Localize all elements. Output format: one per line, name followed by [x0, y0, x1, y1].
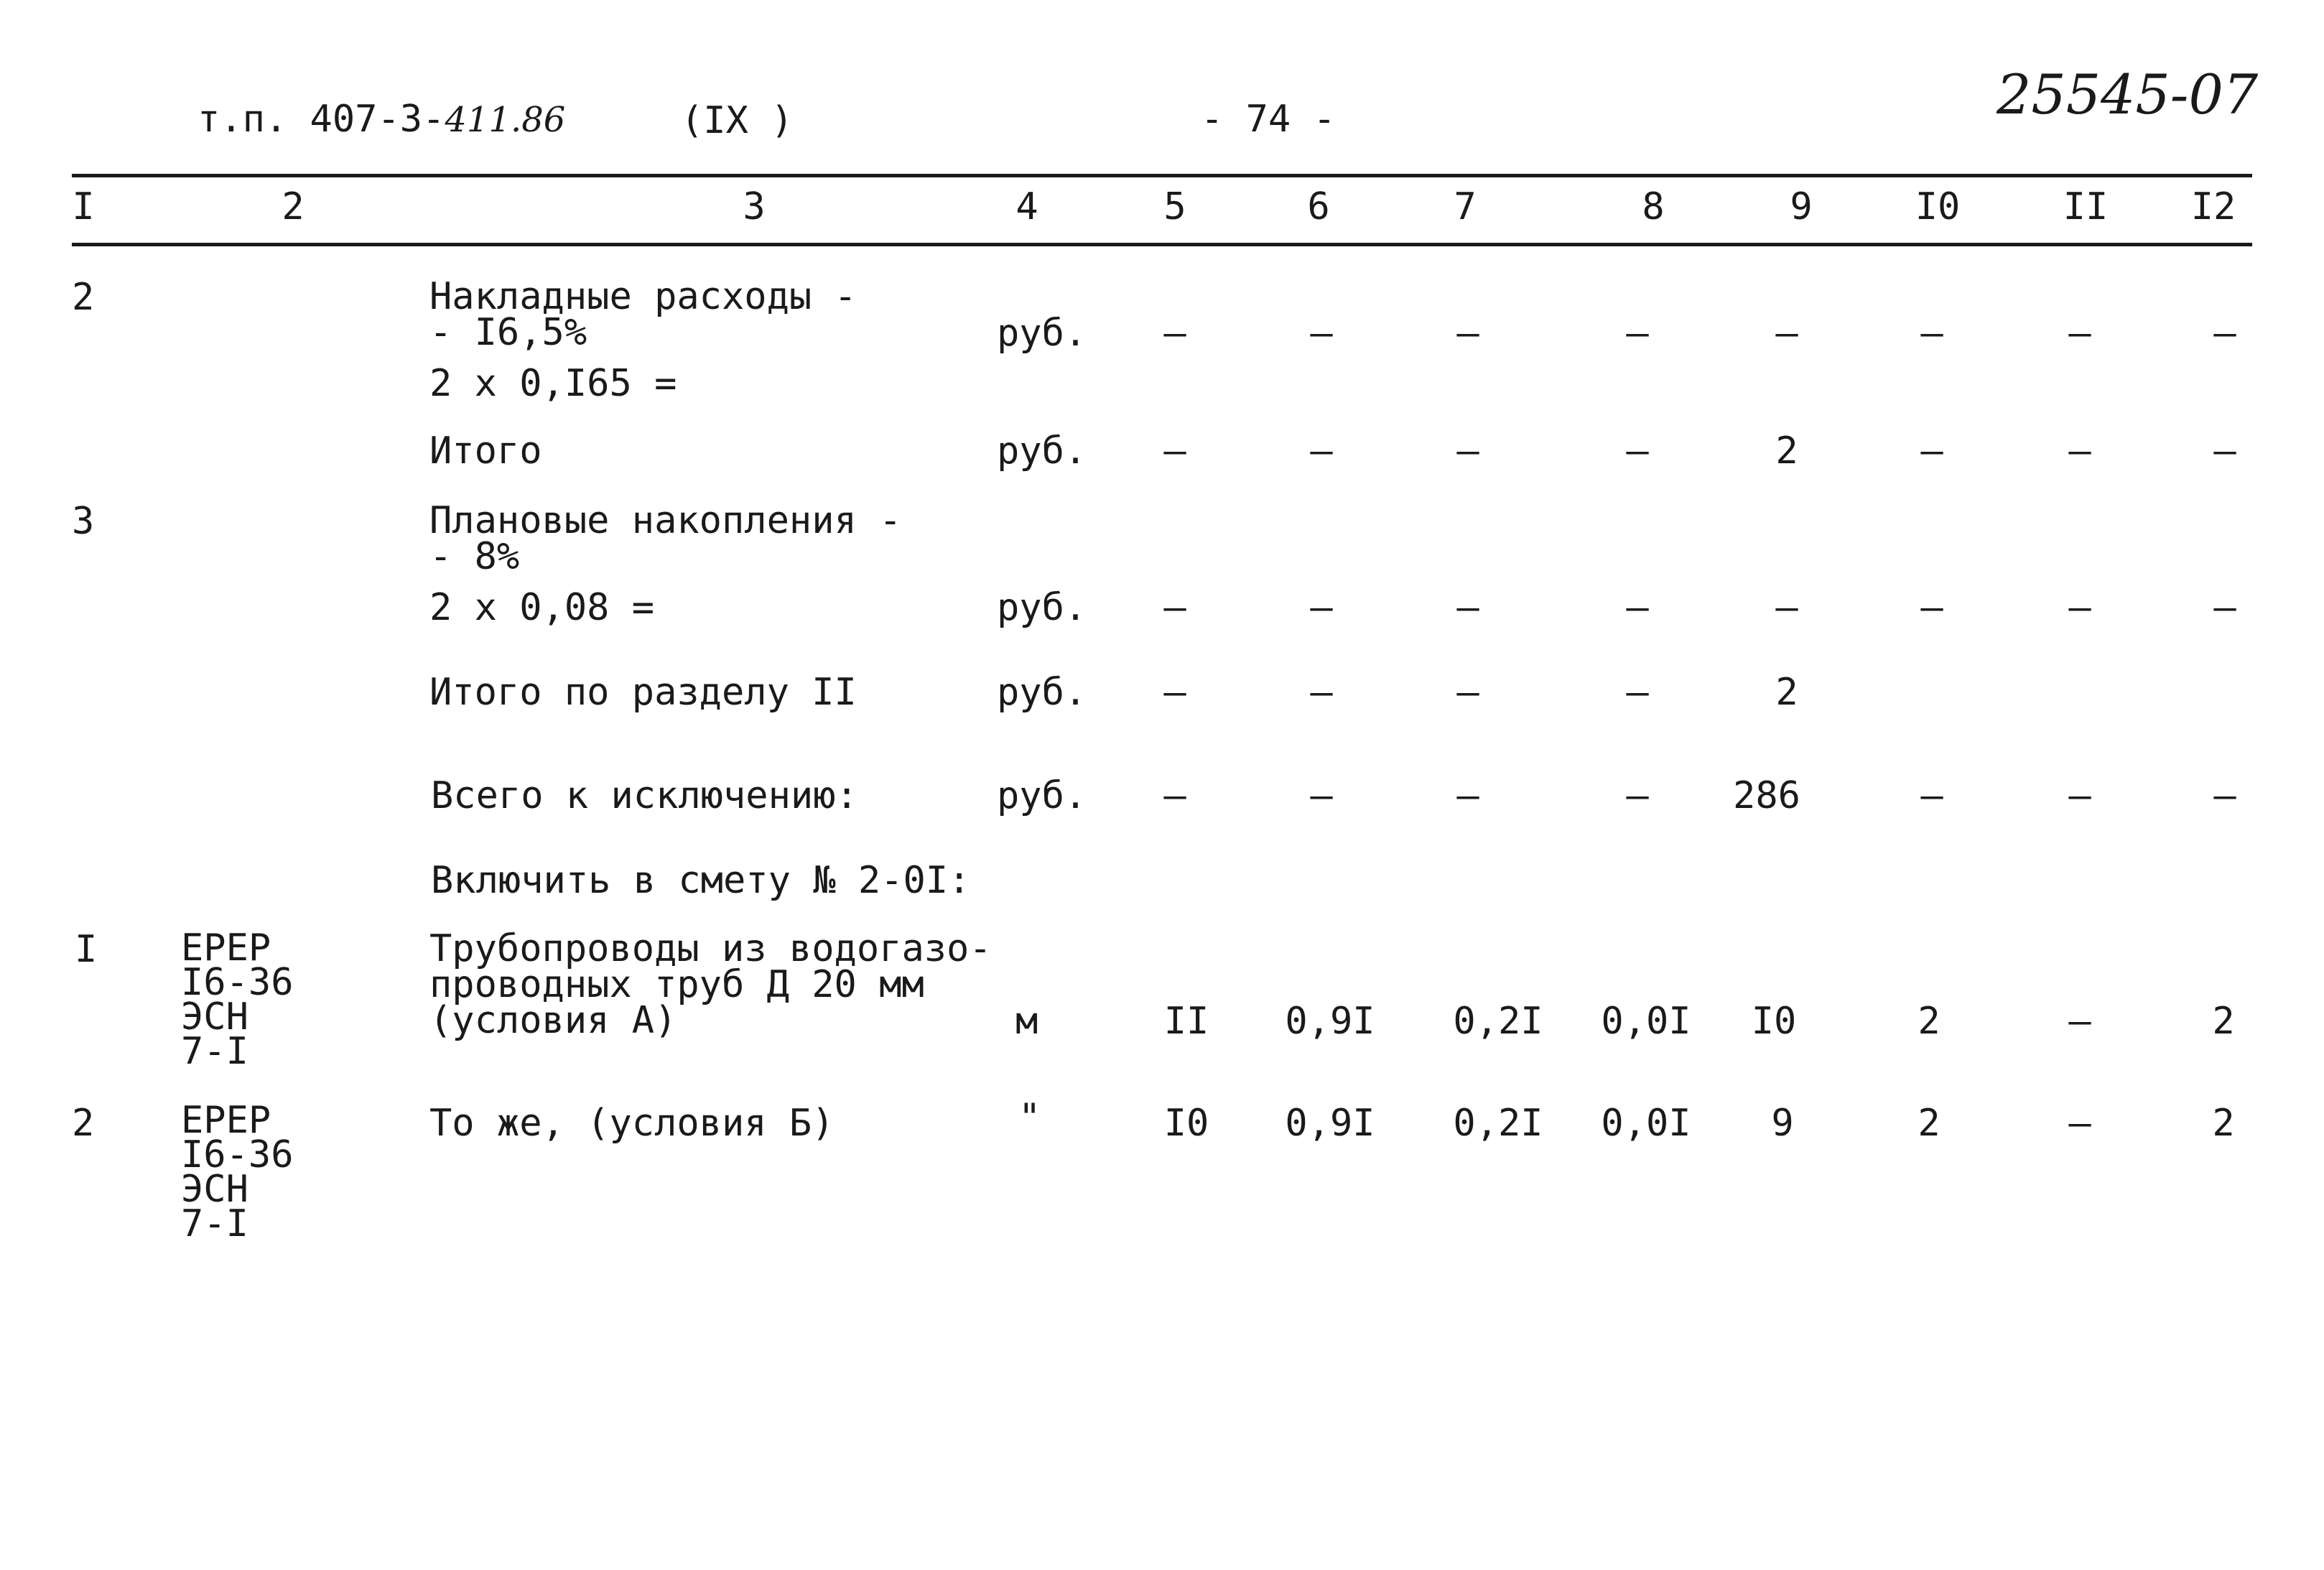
cell-col8: –: [1626, 586, 1649, 629]
cell-col8: 0,0I: [1601, 1000, 1691, 1043]
section-label: (IX ): [681, 99, 794, 142]
row-number: I: [75, 928, 98, 971]
column-header: 5: [1163, 185, 1186, 228]
cell-col6: –: [1310, 671, 1333, 714]
cell-col10: –: [1920, 312, 1943, 355]
cell-col11: –: [2068, 1102, 2091, 1145]
row-description: То же, (условия Б): [429, 1102, 835, 1145]
row-unit: ": [1018, 1096, 1041, 1139]
cell-col9: 2: [1775, 671, 1798, 714]
cell-col8: –: [1626, 774, 1649, 817]
cell-col7: –: [1456, 312, 1479, 355]
cell-col7: –: [1456, 429, 1479, 473]
cell-col5: –: [1163, 586, 1186, 629]
row-number: 3: [72, 500, 95, 543]
cell-col10: –: [1920, 429, 1943, 473]
page-number: - 74 -: [1201, 98, 1336, 141]
column-header: 6: [1307, 185, 1330, 228]
cell-col6: –: [1310, 774, 1333, 817]
row-description: Итого: [429, 429, 542, 473]
doc-number-handwritten: 411.86: [445, 100, 566, 140]
row-unit: руб.: [997, 671, 1087, 714]
row-description: 2 x 0,08 =: [429, 586, 655, 629]
cell-col11: –: [2068, 312, 2091, 355]
row-description: Трубопроводы из водогазо- проводных труб Д 20 мм (условия А): [429, 927, 992, 1042]
header-rule-bottom: [72, 243, 2252, 246]
row-unit: м: [1015, 1000, 1038, 1043]
row-description: Всего к исключению:: [431, 774, 858, 817]
doc-number-prefix: т.п. 407-3-: [197, 98, 445, 141]
cell-col7: 0,2I: [1453, 1000, 1543, 1043]
document-stamp: 25545-07: [1997, 62, 2259, 126]
column-header: I2: [2190, 185, 2236, 228]
cell-col9: –: [1775, 312, 1798, 355]
cell-col7: –: [1456, 586, 1479, 629]
row-unit: руб.: [997, 312, 1087, 355]
cell-col7: 0,2I: [1453, 1102, 1543, 1145]
cell-col11: –: [2068, 1000, 2091, 1043]
cell-col10: –: [1920, 774, 1943, 817]
cell-col5: –: [1163, 312, 1186, 355]
doc-number: [197, 98, 566, 141]
column-header: 7: [1454, 185, 1477, 228]
cell-col12: –: [2213, 429, 2236, 473]
cell-col9: I0: [1751, 1000, 1797, 1043]
row-number: 2: [72, 276, 95, 319]
cell-col8: 0,0I: [1601, 1102, 1691, 1145]
cell-col12: –: [2213, 774, 2236, 817]
cell-col8: –: [1626, 671, 1649, 714]
cell-col9: 9: [1771, 1102, 1794, 1145]
cell-col10: 2: [1918, 1000, 1940, 1043]
column-header: 9: [1790, 185, 1813, 228]
cell-col9: 2: [1775, 429, 1798, 473]
column-header: II: [2063, 185, 2109, 228]
row-description: Итого по разделу II: [429, 671, 857, 714]
cell-col12: 2: [2212, 1102, 2235, 1145]
cell-col5: –: [1163, 774, 1186, 817]
cell-col8: –: [1626, 312, 1649, 355]
row-description: Накладные расходы - - I6,5%: [429, 275, 857, 354]
column-header: I: [72, 185, 95, 228]
column-header: I0: [1915, 185, 1961, 228]
row-description: Плановые накопления - - 8%: [429, 499, 902, 578]
cell-col5: –: [1163, 671, 1186, 714]
cell-col6: 0,9I: [1285, 1102, 1375, 1145]
row-description: Включить в смету № 2-0I:: [431, 859, 971, 902]
cell-col12: 2: [2212, 1000, 2235, 1043]
cell-col6: 0,9I: [1285, 1000, 1375, 1043]
cell-col10: –: [1920, 586, 1943, 629]
cell-col11: –: [2068, 429, 2091, 473]
column-header: 3: [743, 185, 766, 228]
cell-col6: –: [1310, 312, 1333, 355]
cell-col12: –: [2213, 586, 2236, 629]
cell-col9: 286: [1733, 774, 1800, 817]
row-description: 2 x 0,I65 =: [429, 362, 677, 405]
column-header: 4: [1015, 185, 1038, 228]
row-unit: руб.: [997, 429, 1087, 473]
cell-col7: –: [1456, 774, 1479, 817]
column-header: 8: [1642, 185, 1665, 228]
cell-col5: II: [1163, 1000, 1209, 1043]
cell-col8: –: [1626, 429, 1649, 473]
cell-col5: –: [1163, 429, 1186, 473]
cell-col5: I0: [1163, 1102, 1209, 1145]
row-unit: руб.: [997, 774, 1087, 817]
cell-col10: 2: [1918, 1102, 1940, 1145]
cell-col12: –: [2213, 312, 2236, 355]
row-number: 2: [72, 1102, 95, 1145]
column-header: 2: [282, 185, 305, 228]
cell-col7: –: [1456, 671, 1479, 714]
cell-col11: –: [2068, 586, 2091, 629]
cell-col6: –: [1310, 429, 1333, 473]
cell-col6: –: [1310, 586, 1333, 629]
cell-col9: –: [1775, 586, 1798, 629]
cell-col11: –: [2068, 774, 2091, 817]
row-unit: руб.: [997, 586, 1087, 629]
row-code: ЕРЕР I6-36 ЭСН 7-I: [181, 1099, 294, 1245]
row-code: ЕРЕР I6-36 ЭСН 7-I: [181, 926, 294, 1073]
header-rule-top: [72, 174, 2252, 177]
